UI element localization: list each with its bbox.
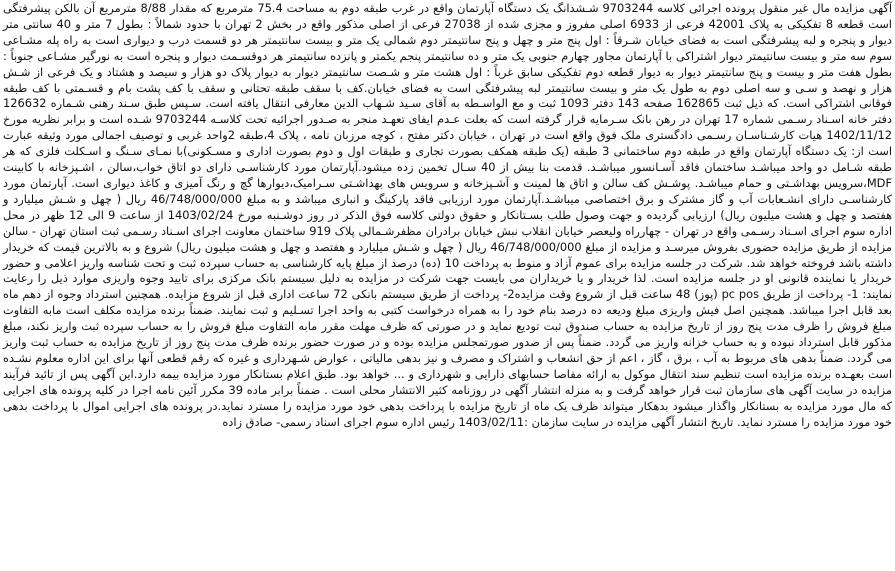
notice-body-text: آگهی مزایده مال غیر منقول پرونده اجرائی کلاسه 9703244 شـشدانگ یک دستگاه آپارتمان واقع در غرب طبقه دوم به مساحت 75.4 مترمربع که مقدار 8/88 مترمربع آن بالکن پیشرفتگی است قطعه 8 تفکیکی به پلاک 42001 فرعی از 6933 اصلی مفروز و مجزی شده از 27038 فرعی از اصلی مذکور واقع در بخش 2 تهران با حدود شمالاً : بطول 7 متر و 40 سانتی متر دیوار و پنجره و لبه پیشرفتگی است به فضای خیابان شـرقاً : اول پنج متر و چهل و پنج سانتیمتر دوم شمالی یک متر و بیست سانتیمتر هر دو قسمت درب و دیواری است به راه پله مشـاعی سوم سه متر و بیست سانتیمتر دیوار اشتراکی با آپارتمان مجاور چهارم جنوبی یک متر و ده سانتیمتر پنجم یکمتر و پانزده سانتیمتر هر دوقسـمت دیوار و پنجره است به نورگیر مشـاعی جنوباً : بطول هفت متر و بیست و پنج سانتیمتر دیوار به دیوار قطعه دوم تفکیکی سابق غرباً : اول هشت متر و شـصت سانتیمتر دیوار به دیوار پلاک دو هزار و سیصد و هشتاد و یک فرعی از شـش هزار و نهصد و سـی و سه اصلی دوم به طول یک متر و بیست سانتیمتر لبه پیشرفتگی است به فضای خیابان.کف با سقف طبقه تحتانی و سقف با کف پشت بام و قسـمتی با کف طبقه فوقانی اشتراکی است. که ذیل ثبت 162865 صفحه 143 دفتر 1093 ثبت و مع الواسـطه به آقای سـید شـهاب الدین معارفی انتقال یافته است. سـپس طبق سـند رهنی شـماره 126632 دفتر خانه اسـناد رسـمی شماره 17 تهران در رهن بانک سـرمایه قرار گرفته است که بعلت عـدم ایفای تعهـد منجر به صـدور اجرائیه تحت کلاسـه 9703244 شـده است و برابر نظریه مورخ 1402/11/12 هیات کارشـناسـان رسـمی دادگستری ملک فوق واقع است در تهران ، خیابان دکتر مفتح ، کوچه مرزبان نامه ، پلاک 4،طبقه 2واحد غربی و توصیف اجمالی مورد وثیقه عبارت است از: یک دستگاه آپارتمان واقع در طبقه دوم ساختمانی 3 طبقه (یک طبقه همکف بصورت تجاری و طبقات اول و دوم بصورت اداری و مسـکونی)با نمـای سـنگ و اسـکلت فلزی که هر طبقه شـامل دو واحد میباشـد ساختمان فاقد آسـانسور میباشـد. قدمت بنا بیش از 40 سـال تخمین زده میشود.آپارتمان مورد کارشناسـی دارای دو اتاق خواب،سالن ، اشـپزخانه با کابینت MDF،سرویس بهداشـتی و حمام میباشـد. پوشـش کف سالن و اتاق ها لمینت و آشـپزخانه و سرویس های بهداشـتی سـرامیک،دیوارها گچ و رنگ آمیزی و کاغذ دیواری است. آپارتمان مورد کارشناسـی دارای انشـعابات آب و گاز مشترک و برق اختصاصی میباشـد.آپارتمان مورد ارزیابی فاقد پارکینگ و انباری میباشد و به مبلغ 46/748/000/000 ریال ( چهل و شـش میلیارد و هفتصد و چهل و هشت میلیون ریال) ارزیابی گردیده و جهت وصول طلب بسـتانکار و حقوق دولتی کلاسه فوق الذکر در روز دوشـنبه مورخ 1403/02/24 از ساعت 9 الی 12 ظهر در محل اداره سوم اجرای اسـناد رسـمی واقع در تهران - چهارراه ولیعصر خیابان انقلاب نبش خیابان برادران مظفرشـمالی پلاک 919 ساختمان معاونت اجرای اسـناد رسـمی ثبت استان تهران - سالن مزایده از طریق مزایده حضوری بفروش میرسـد و مزایده از مبلغ 46/748/000/000 ریال ( چهل و شـش میلیارد و هفتصد و چهل و هشت میلیون ریال) شروع و به بالاترین قیمت که خریدار داشته باشد فروخته خواهد شد. شرکت در جلسه مزایده برای عموم آزاد و منوط به پرداخت 10 (ده) درصد از مبلغ پایه کارشناسی به حساب سپرده ثبت و تحت شناسه واریز اعلامی و حضور خریدار یا نماینده قانونی او در جلسه مزایده است. لذا خریدار و یا خریداران می بایست جهت شرکت در مزایده به دلیل سیستم بانک مرکزی برای تایید وجوه واریزی موارد ذیل را رعایت نمایند: 1- پرداخت از طریق pc pos (پوز) 48 ساعت قبل از شروع وقت مزایده2- پرداخت از طریق سیستم بانکی 72 ساعت اداری قبل از شروع مزایده. همچنین استرداد وجوه از دهم ماه بعد قابل اجرا میباشد. همچنین اصل فیش واریزی مبلغ ودیعه ده درصد بنام خود را به همراه درخواست کتبی به واحد اجرا تسـلیم و ثبت نمایند. ضمناً برنده مزایده مکلف است مابه التفاوت مبلغ فروش را ظرف مدت پنج روز از تاریخ مزایده به حساب صندوق ثبت تودیع نماید و در صورتی که ظرف مهلت مقرر مابه التفاوت مبلغ فروش را به حساب سپرده ثبت واریز نکند، مبلغ مذکور قابل استرداد نبوده و به حساب خزانه واریز می گردد. ضمناً پس از صدور صورتمجلس مزایده بوده و در صورت حضور برنده ظرف مدت پنج روز از تاریخ مزایده به حساب ثبت واریز می گردد. ضمناً بدهی های مربوط به آب ، برق ، گاز ، اعم از حق انشعاب و اشتراک و مصرف و نیز بدهی مالیاتی ، عوارض شـهرداری و غیره که رقم قطعی آنها برای این اداره معلوم نشـده است بعهـده برنده مزایده است تنظیم سند انتقال موکول به ارائه مفاصا حسابهای دارایی و شهرداری و ... خواهد بود. طبق اعلام بستانکار مورد مزایده بیمه دارد.این آگهی پس از تائید فرآیند مزایده در سایت آگهی های سازمان ثبت قرار خواهد گرفت و به منزله انتشار آگهی در روزنامه کثیر الانتشار محلی است . ضمناً برابر ماده 39 مکرر آئین نامه اجرا در کلیه پرونده های اجرایی که مال مورد مزایده به بستانکار واگذار میشود بدهکار میتواند ظرف یک ماه از تاریخ مزایده با پرداخت بدهی خود مورد مزایده را مسترد نماید.در پرونده های اجرایی اموال با پرداخت بدهی خود مورد مزایده را مسترد نماید. تاریخ انتشار آگهی مزایده در سایت سازمان :1403/02/11 رئیس اداره سوم اجرای اسناد رسمی- صادق زاده (3, 1, 893, 429)
